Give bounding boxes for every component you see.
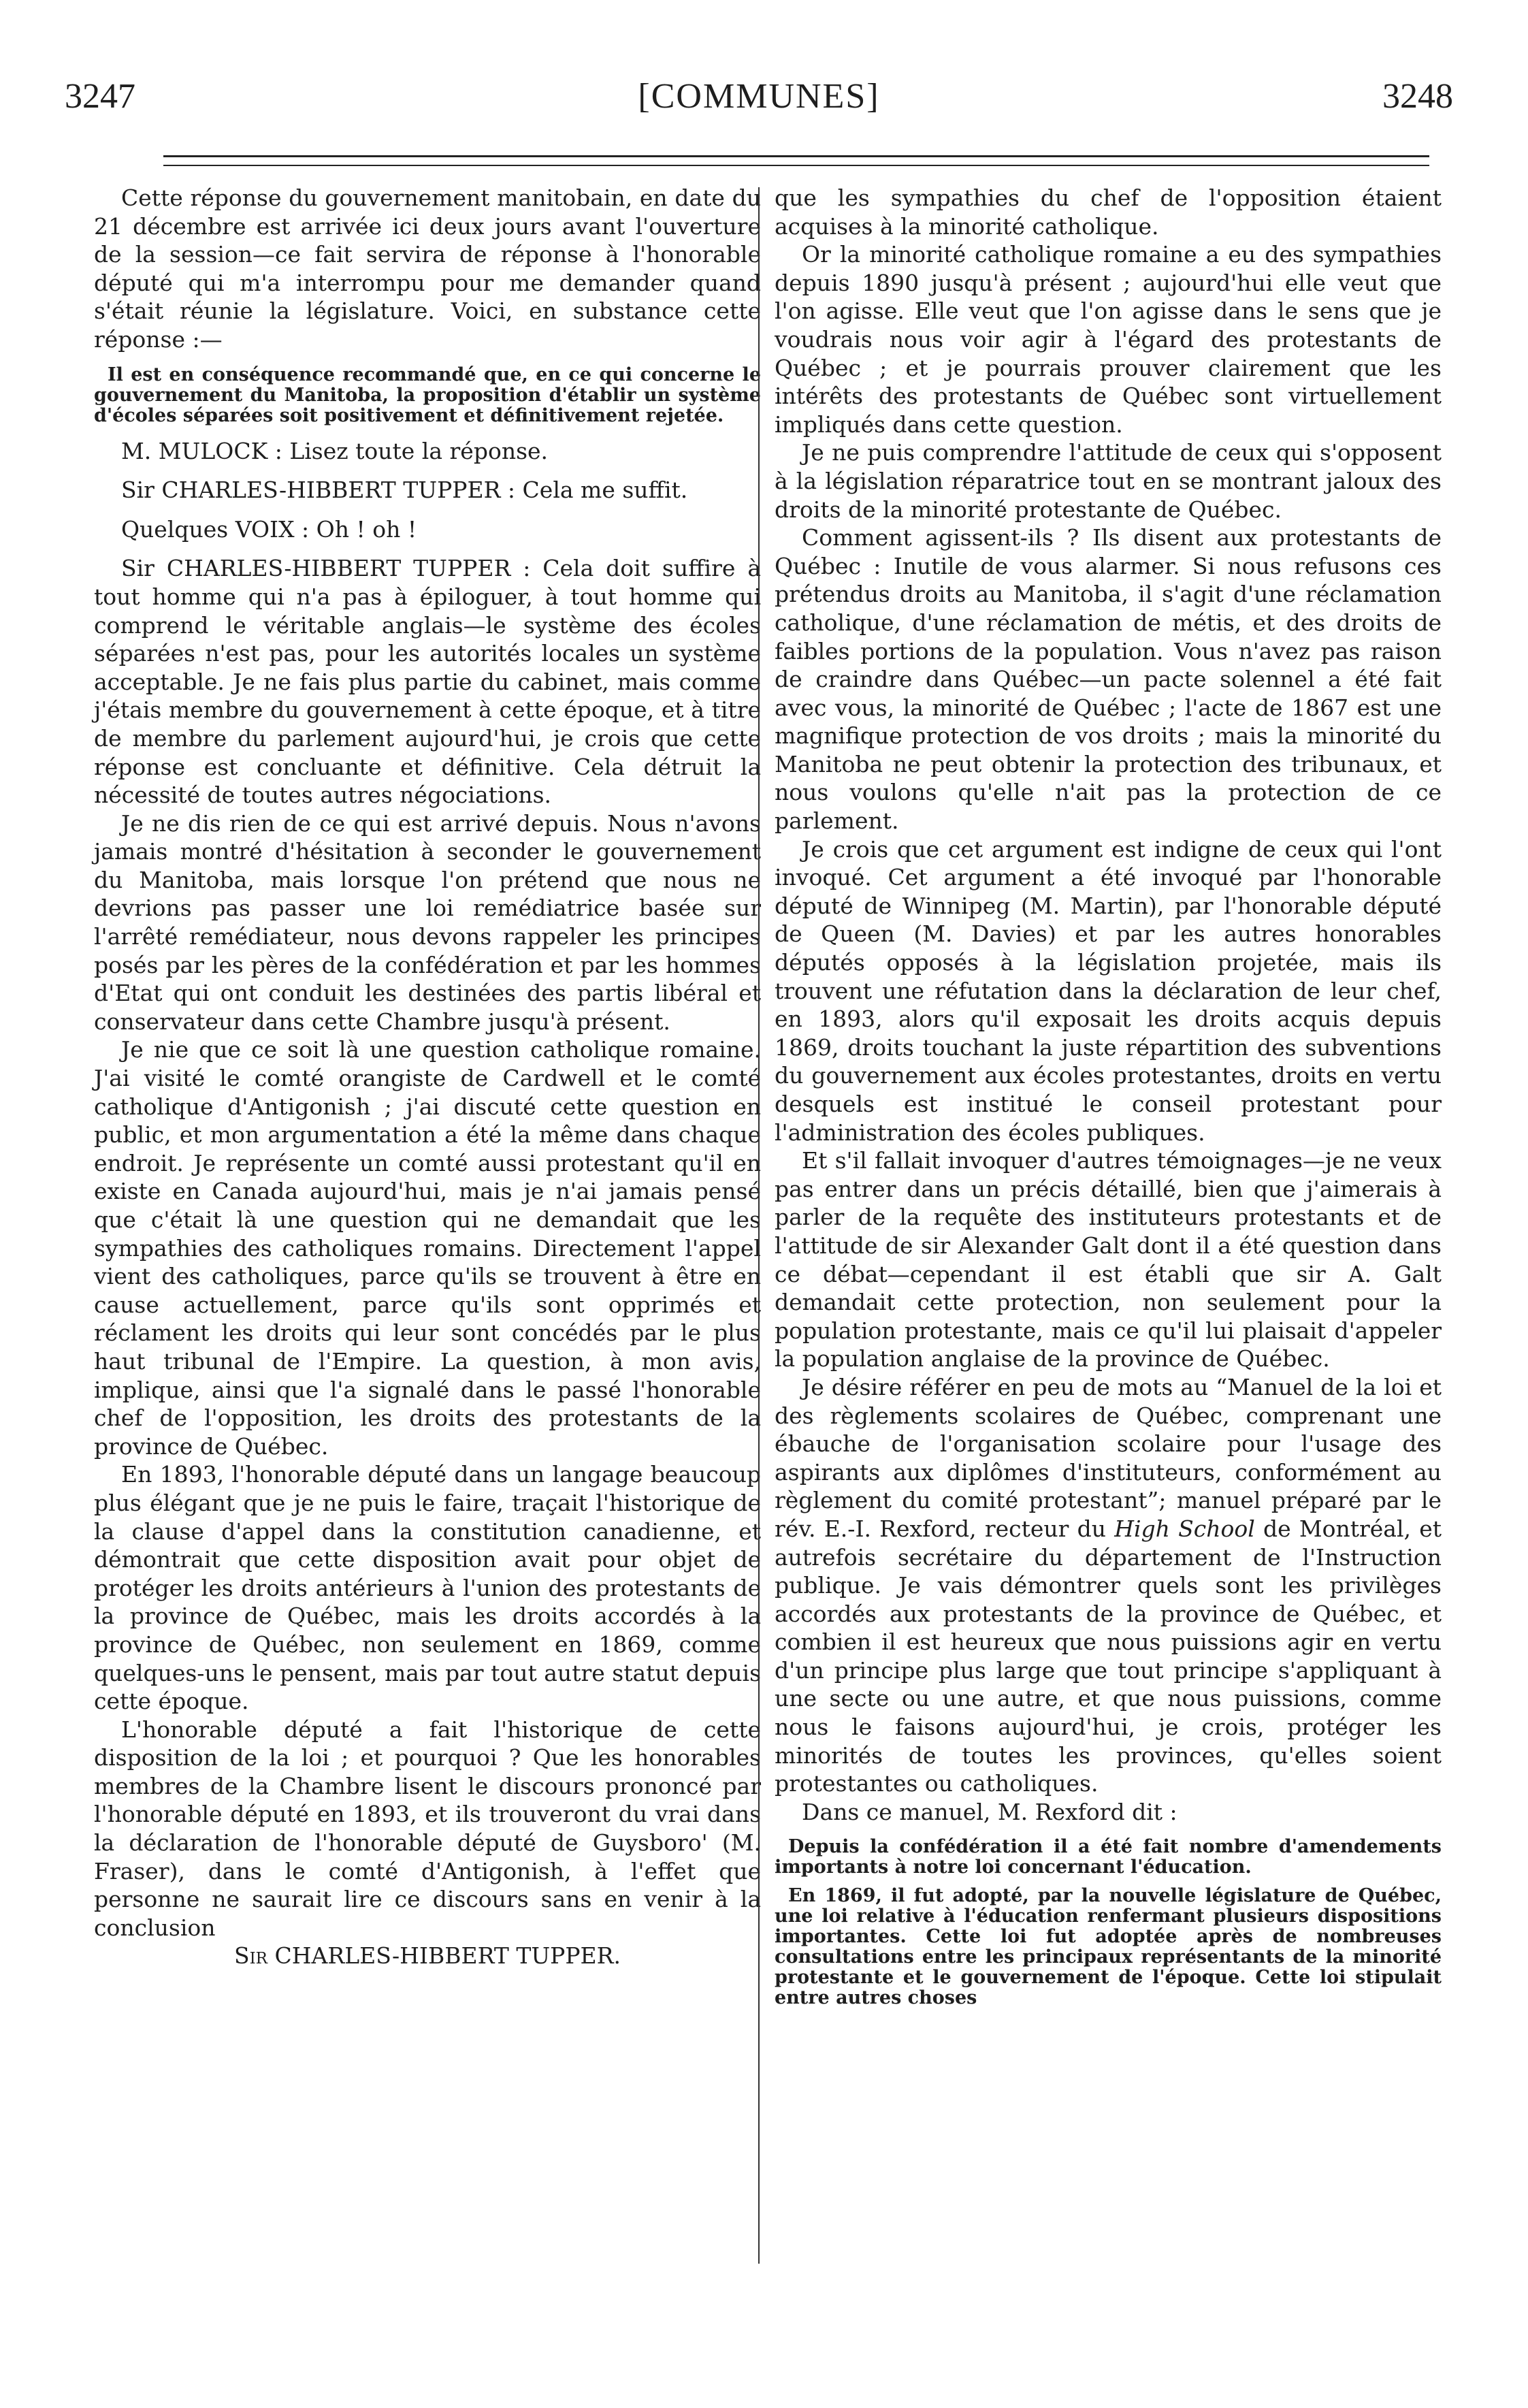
paragraph: Je ne puis comprendre l'attitude de ceux qui s'opposent à la législation réparatrice tout en se montrant jaloux des droits de la minorité protestante de Québec. (775, 439, 1442, 523)
paragraph: Sir CHARLES-HIBBERT TUPPER : Cela doit suffire à tout homme qui n'a pas à épiloguer, à tout homme qui comprend le véritable anglais—le système des écoles séparées n'est pas, pour les autorités locales un système acceptable. Je ne fais plus partie du cabinet, mais comme j'étais membre du gouvernement à cette époque, et à titre de membre du parlement aujourd'hui, je crois que cette réponse est concluante et définitive. Cela détruit la nécessité de toutes autres négociations. (94, 555, 761, 809)
paragraph: Or la minorité catholique romaine a eu des sympathies depuis 1890 jusqu'à présent ; aujourd'hui elle veut que l'on agisse. Elle veut que l'on agisse dans le sens que je voudrais nous voir agir à l'égard des protestants de Québec ; et je pourrais prouver clairement que les intérêts des protestants de Québec sont virtuellement impliqués dans cette question. (775, 241, 1442, 438)
quoted-manual: Depuis la confédération il a été fait nombre d'amendements importants à notre loi concernant l'éducation. (775, 1836, 1442, 1878)
paragraph: M. MULOCK : Lisez toute la réponse. (121, 437, 549, 464)
paragraph: En 1893, l'honorable député dans un langage beaucoup plus élégant que je ne puis le faire, traçait l'historique de la clause d'appel dans la constitution canadienne, et démontrait que cette disposition avait pour objet de protéger les droits antérieurs à l'union des protestants de la province de Québec, mais les droits accordés à la province de Québec, non seulement en 1869, comme quelques-uns le pensent, mais par tout autre statut depuis cette époque. (94, 1461, 761, 1715)
paragraph: Cette réponse du gouvernement manitobain, en date du 21 décembre est arrivée ici deux jours avant l'ouverture de la session—ce fait servira de réponse à l'honorable député qui m'a interrompu pour me demander quand s'était réunie la législature. Voici, en substance cette réponse :— (94, 184, 761, 353)
quoted-resolution: Il est en conséquence recommandé que, en ce qui concerne le gouvernement du Manitoba, la proposition d'établir un système d'écoles séparées soit positivement et définitivement rejetée. (94, 364, 761, 426)
page-number-right: 3248 (1382, 77, 1453, 116)
emphasis: High School (1114, 1515, 1255, 1542)
paragraph: Et s'il fallait invoquer d'autres témoignages—je ne veux pas entrer dans un précis détaillé, bien que j'aimerais à parler de la requête des instituteurs protestants et de l'attitude de sir Alexander Galt dont il a été question dans ce débat—cependant il est établi que sir A. Galt demandait cette protection, non seulement pour la population protestante, mais ce qu'il lui plaisait d'appeler la population anglaise de la province de Québec. (775, 1147, 1442, 1372)
paragraph: Comment agissent-ils ? Ils disent aux protestants de Québec : Inutile de vous alarmer. Si nous refusons ces prétendus droits au Manitoba, il s'agit d'une réclamation catholique, d'une réclamation de métis, et des droits de faibles portions de la population. Vous n'avez pas raison de craindre dans Québec—un pacte solennel a été fait avec vous, la minorité de Québec ; l'acte de 1867 est une magnifique protection de vos droits ; mais la minorité du Manitoba ne peut obtenir la protection des tribunaux, et nous voulons qu'elle n'ait pas la protection de ce parlement. (775, 524, 1442, 835)
paragraph (775, 1373, 1442, 1798)
paragraph: que les sympathies du chef de l'opposition étaient acquises à la minorité catholique. (775, 184, 1442, 240)
page-number-left: 3247 (65, 77, 135, 116)
left-column (94, 184, 761, 1970)
page-header (65, 76, 1453, 131)
paragraph: L'honorable député a fait l'historique de cette disposition de la loi ; et pourquoi ? Que les honorables membres de la Chambre lisent le discours prononcé par l'honorable député en 1893, et ils trouveront du vrai dans la déclaration de l'honorable député de Guysboro' (M. Fraser), dans le comté d'Antigonish, à l'effet que personne ne saurait lire ce discours sans en venir à la conclusion (94, 1716, 761, 1941)
header-rule (163, 155, 1429, 157)
text-run: Je désire référer en peu de mots au “Manuel de la loi et des règlements scolaires de Québec, comprenant une ébauche de l'organisation scolaire pour l'usage des aspirants aux diplômes d'instituteurs, conformément au règlement du comité protestant”; manuel préparé par le rév. E.-I. Rexford, recteur du (775, 1373, 1442, 1542)
speaker-footer: Sir CHARLES-HIBBERT TUPPER. (233, 1942, 621, 1970)
paragraph: Je ne dis rien de ce qui est arrivé depuis. Nous n'avons jamais montré d'hésitation à seconder le gouvernement du Manitoba, mais lorsque l'on prétend que nous ne devrions pas passer une loi remédiatrice basée sur l'arrêté remédiateur, nous devons rappeler les principes posés par les pères de la confédération et par les hommes d'Etat qui ont conduit les destinées des partis libéral et conservateur dans cette Chambre jusqu'à présent. (94, 809, 761, 1035)
paragraph: Quelques VOIX : Oh ! oh ! (121, 515, 417, 543)
header-rule-thin (163, 165, 1429, 166)
right-column (775, 184, 1442, 2017)
paragraph: Sir CHARLES-HIBBERT TUPPER : Cela me suffit. (121, 477, 688, 504)
quoted-manual: En 1869, il fut adopté, par la nouvelle législature de Québec, une loi relative à l'éducation renfermant plusieurs dispositions importantes. Cette loi fut adoptée après de nombreuses consultations entre les principaux représentants de la minorité protestante et le gouvernement de l'époque. Cette loi stipulait entre autres choses (775, 1885, 1442, 2009)
text-run: de Montréal, et autrefois secrétaire du département de l'Instruction publique. Je vais démontrer quels sont les privilèges accordés aux protestants de la province de Québec, et combien il est heureux que nous puissions agir en vertu d'un principe plus large que tout principe s'appliquant à une secte ou une autre, et que nous puissions, comme nous le faisons aujourd'hui, je crois, protéger les minorités de toutes les provinces, qu'elles soient protestantes ou catholiques. (775, 1515, 1442, 1797)
paragraph: Je nie que ce soit là une question catholique romaine. J'ai visité le comté orangiste de Cardwell et le comté catholique d'Antigonish ; j'ai discuté cette question en public, et mon argumentation a été la même dans chaque endroit. Je représente un comté aussi protestant qu'il en existe en Canada aujourd'hui, mais je n'ai jamais pensé que c'était là une question qui ne demandait que les sympathies des catholiques romains. Directement l'appel vient des catholiques, parce qu'ils se trouvent à être en cause actuellement, parce qu'ils sont opprimés et réclament les droits qui leur sont concédés par le plus haut tribunal de l'Empire. La question, à mon avis, implique, ainsi que l'a signalé dans le passé l'honorable chef de l'opposition, les droits des protestants de la province de Québec. (94, 1036, 761, 1460)
column-divider (758, 187, 760, 2264)
paragraph: Dans ce manuel, M. Rexford dit : (802, 1798, 1177, 1825)
paragraph: Je crois que cet argument est indigne de ceux qui l'ont invoqué. Cet argument a été invoqué par l'honorable député de Winnipeg (M. Martin), par l'honorable député de Queen (M. Davies) et par les autres honorables députés opposés à la législation projetée, mais ils trouvent une réfutation dans la déclaration de leur chef, en 1893, alors qu'il exposait les droits acquis depuis 1869, droits touchant la juste répartition des subventions du gouvernement aux écoles protestantes, droits en vertu desquels est institué le conseil protestant pour l'administration des écoles publiques. (775, 835, 1442, 1146)
running-title: [COMMUNES] (638, 77, 880, 116)
